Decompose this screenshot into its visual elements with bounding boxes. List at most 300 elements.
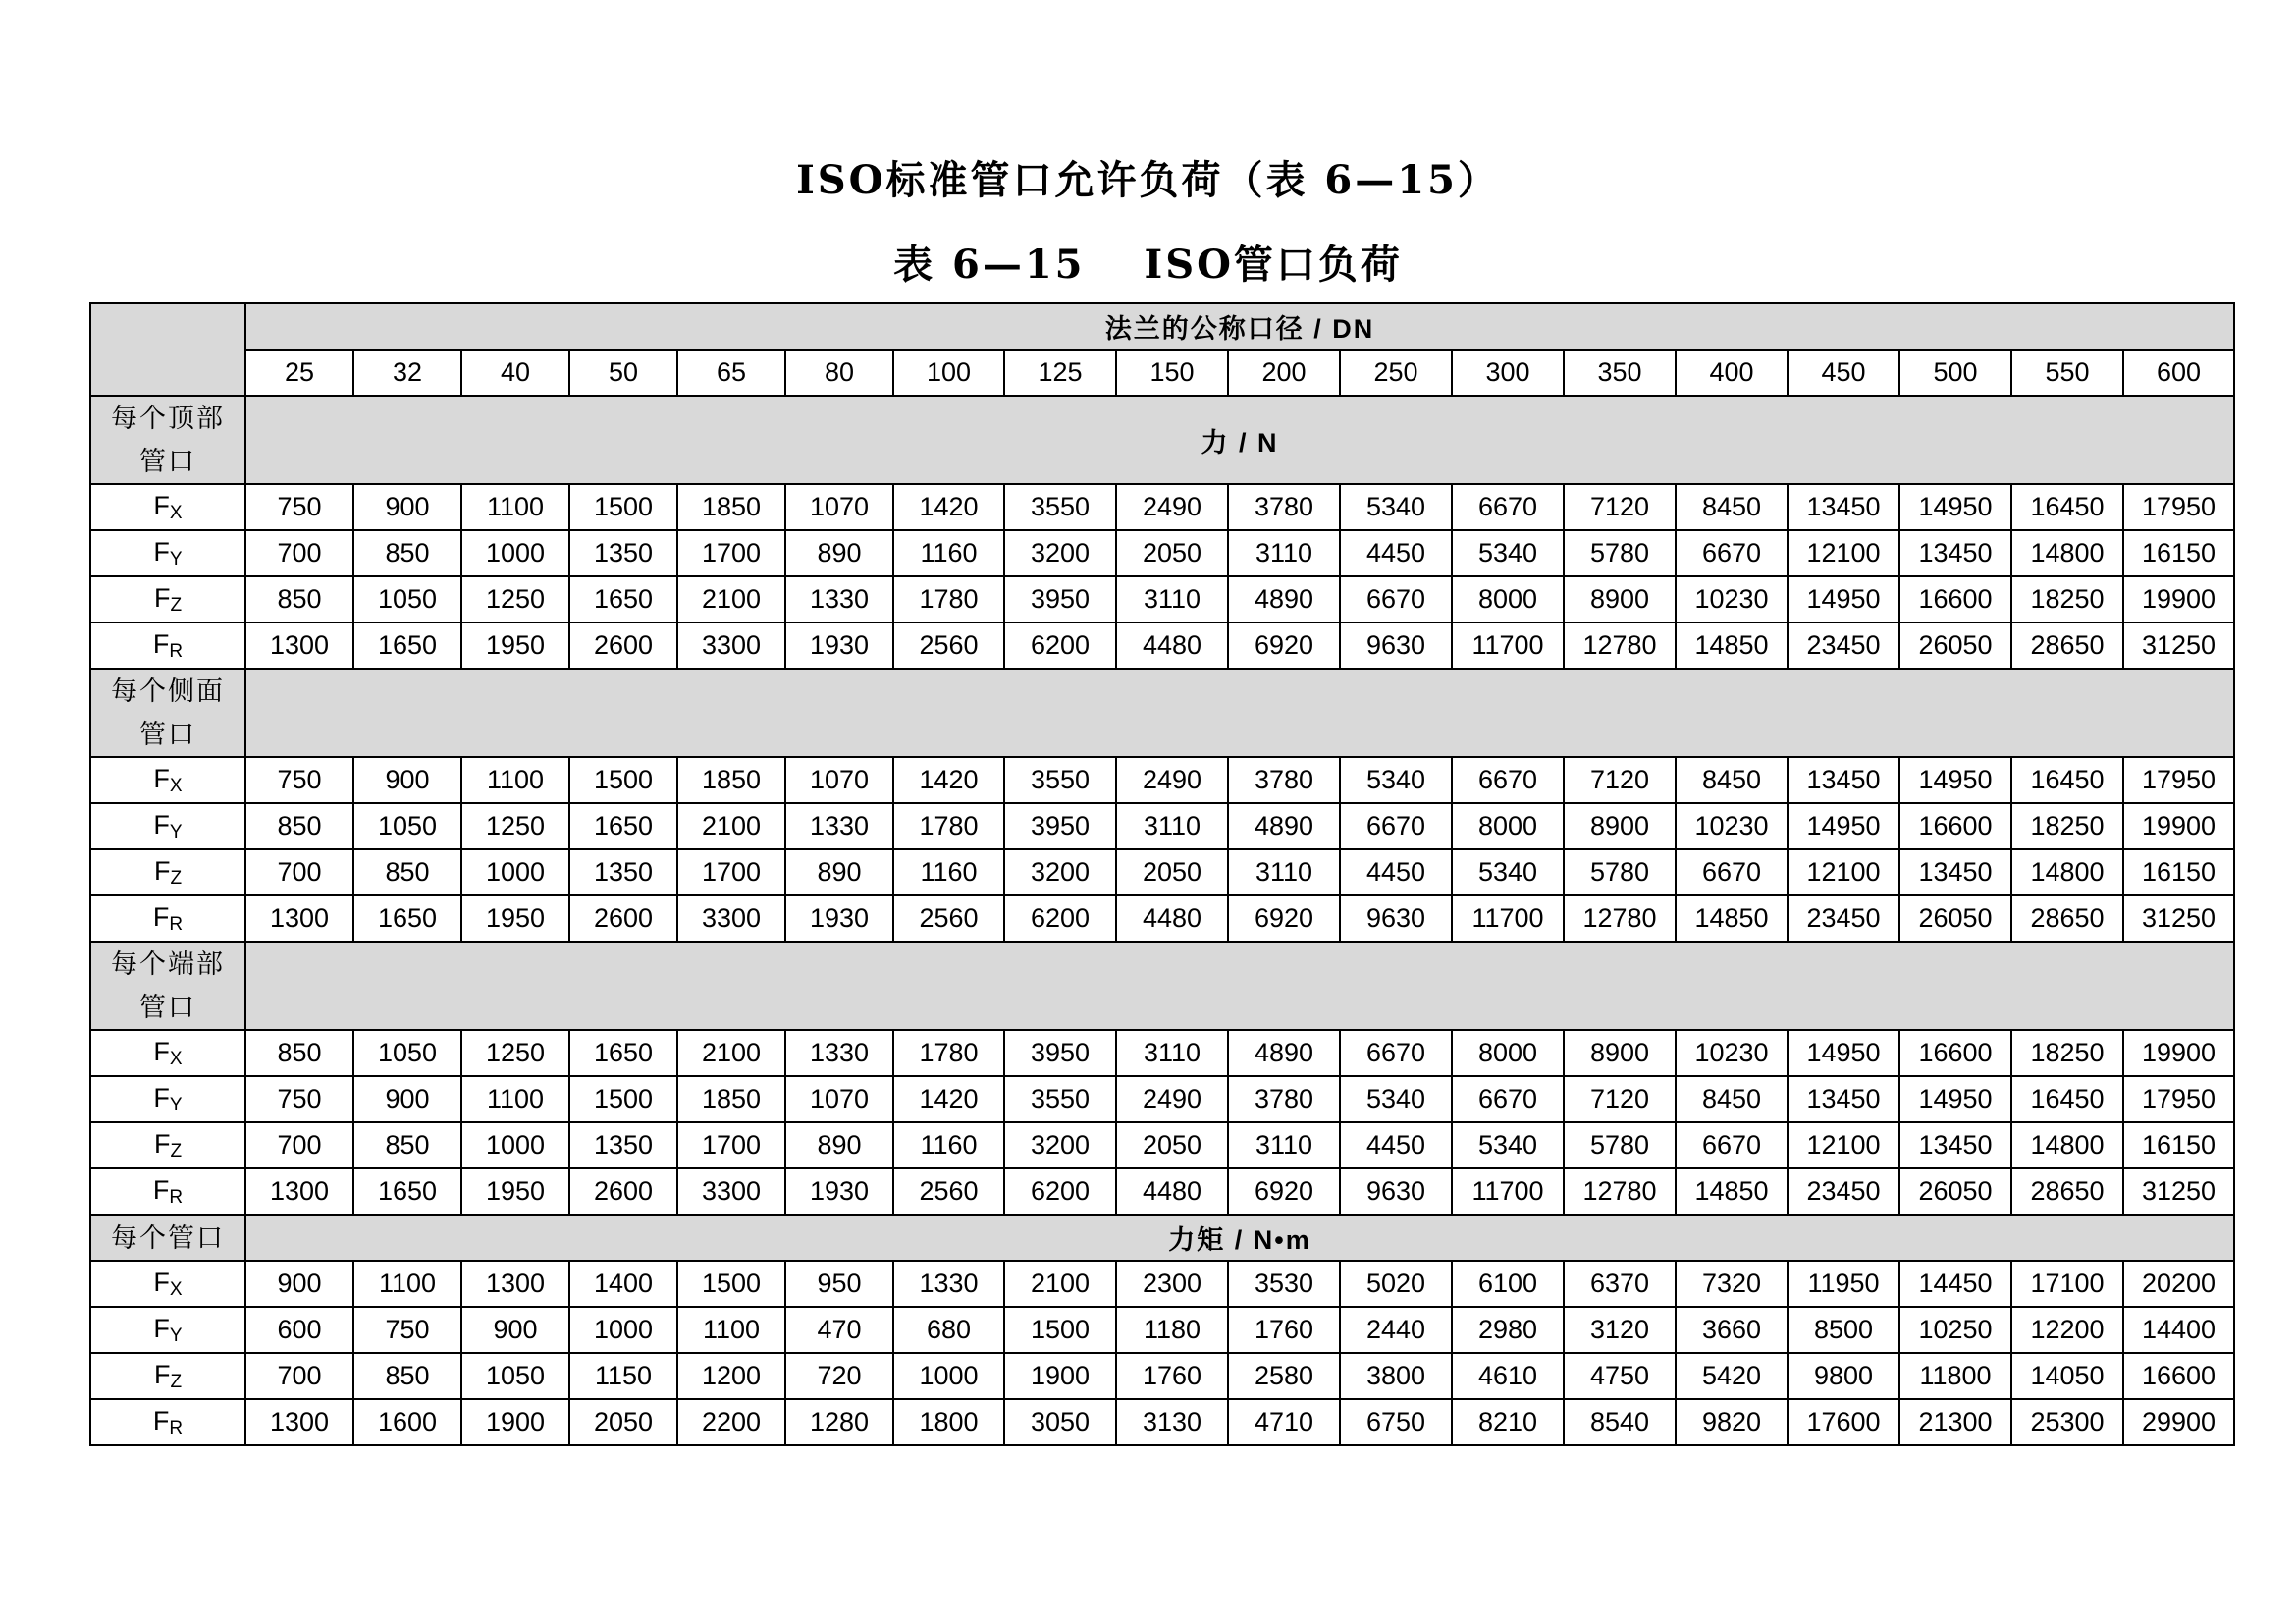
value-cell: 1150	[569, 1353, 677, 1399]
force-axis: R	[169, 640, 184, 662]
force-symbol: F	[153, 1082, 170, 1112]
force-symbol: F	[153, 855, 171, 886]
value-cell: 1950	[461, 623, 569, 669]
value-cell: 8450	[1676, 1076, 1788, 1122]
force-symbol: F	[153, 490, 170, 520]
value-cell: 16150	[2123, 530, 2234, 576]
value-cell: 10230	[1676, 1030, 1788, 1076]
value-cell: 16450	[2011, 757, 2123, 803]
value-cell: 14950	[1899, 757, 2011, 803]
dn-header-row	[90, 350, 2234, 396]
value-cell: 1700	[677, 1122, 785, 1168]
value-cell: 1100	[461, 757, 569, 803]
value-cell: 750	[245, 1076, 353, 1122]
force-axis: X	[169, 775, 183, 796]
dn-header-cell: 40	[461, 350, 569, 396]
force-axis: Y	[169, 1325, 183, 1346]
value-cell: 1850	[677, 757, 785, 803]
value-cell: 3780	[1228, 1076, 1340, 1122]
value-cell: 5420	[1676, 1353, 1788, 1399]
value-cell: 3130	[1116, 1399, 1228, 1445]
value-cell: 6920	[1228, 623, 1340, 669]
force-component-label	[90, 623, 245, 669]
value-cell: 720	[785, 1353, 893, 1399]
value-cell: 13450	[1899, 1122, 2011, 1168]
value-cell: 850	[353, 849, 461, 895]
value-cell: 8540	[1564, 1399, 1676, 1445]
value-cell: 700	[245, 1353, 353, 1399]
value-cell: 12780	[1564, 1168, 1676, 1215]
value-cell: 3200	[1004, 849, 1116, 895]
value-cell: 5780	[1564, 849, 1676, 895]
value-cell: 1300	[245, 1168, 353, 1215]
table-row	[90, 1353, 2234, 1399]
force-component-label	[90, 1030, 245, 1076]
value-cell: 1500	[1004, 1307, 1116, 1353]
value-cell: 13450	[1899, 849, 2011, 895]
value-cell: 23450	[1788, 1168, 1899, 1215]
value-cell: 1500	[677, 1261, 785, 1307]
value-cell: 1300	[245, 1399, 353, 1445]
value-cell: 900	[353, 1076, 461, 1122]
value-cell: 1420	[893, 1076, 1004, 1122]
section-label-line1: 每个顶部	[111, 404, 225, 433]
value-cell: 4890	[1228, 576, 1340, 623]
value-cell: 31250	[2123, 895, 2234, 942]
value-cell: 11800	[1899, 1353, 2011, 1399]
force-axis: X	[169, 502, 183, 523]
value-cell: 11700	[1452, 1168, 1564, 1215]
value-cell: 1000	[461, 1122, 569, 1168]
value-cell: 13450	[1788, 1076, 1899, 1122]
section-unit	[245, 669, 2234, 757]
value-cell: 890	[785, 1122, 893, 1168]
value-cell: 1650	[353, 895, 461, 942]
value-cell: 1700	[677, 530, 785, 576]
value-cell: 2050	[1116, 849, 1228, 895]
value-cell: 11700	[1452, 623, 1564, 669]
section-label-line2: 管口	[139, 720, 196, 749]
section-unit: 力矩 / N•m	[245, 1215, 2234, 1261]
value-cell: 2100	[1004, 1261, 1116, 1307]
value-cell: 1000	[461, 530, 569, 576]
value-cell: 2100	[677, 803, 785, 849]
value-cell: 2560	[893, 895, 1004, 942]
force-symbol: F	[153, 1359, 171, 1389]
value-cell: 16600	[2123, 1353, 2234, 1399]
value-cell: 14850	[1676, 623, 1788, 669]
force-symbol: F	[152, 901, 170, 932]
value-cell: 19900	[2123, 803, 2234, 849]
value-cell: 9800	[1788, 1353, 1899, 1399]
value-cell: 1650	[569, 803, 677, 849]
value-cell: 14950	[1899, 484, 2011, 530]
value-cell: 1760	[1228, 1307, 1340, 1353]
value-cell: 12200	[2011, 1307, 2123, 1353]
value-cell: 3110	[1228, 530, 1340, 576]
table-row	[90, 1168, 2234, 1215]
value-cell: 5780	[1564, 1122, 1676, 1168]
value-cell: 3200	[1004, 530, 1116, 576]
force-symbol: F	[153, 763, 170, 793]
value-cell: 13450	[1899, 530, 2011, 576]
value-cell: 8450	[1676, 484, 1788, 530]
force-axis: R	[169, 1417, 184, 1438]
value-cell: 3950	[1004, 1030, 1116, 1076]
value-cell: 6200	[1004, 1168, 1116, 1215]
value-cell: 850	[245, 803, 353, 849]
value-cell: 8000	[1452, 803, 1564, 849]
value-cell: 7120	[1564, 1076, 1676, 1122]
value-cell: 23450	[1788, 623, 1899, 669]
value-cell: 3200	[1004, 1122, 1116, 1168]
dn-header-cell: 65	[677, 350, 785, 396]
section-label	[90, 1215, 245, 1261]
force-component-label	[90, 1122, 245, 1168]
value-cell: 1330	[785, 1030, 893, 1076]
value-cell: 2490	[1116, 484, 1228, 530]
value-cell: 2560	[893, 623, 1004, 669]
value-cell: 13450	[1788, 484, 1899, 530]
value-cell: 1000	[569, 1307, 677, 1353]
value-cell: 680	[893, 1307, 1004, 1353]
section-label-line2: 管口	[139, 447, 196, 476]
value-cell: 900	[461, 1307, 569, 1353]
value-cell: 28650	[2011, 623, 2123, 669]
value-cell: 1200	[677, 1353, 785, 1399]
force-axis: Y	[169, 548, 183, 569]
dn-header-cell: 32	[353, 350, 461, 396]
value-cell: 26050	[1899, 1168, 2011, 1215]
value-cell: 14850	[1676, 895, 1788, 942]
value-cell: 3300	[677, 623, 785, 669]
force-symbol: F	[153, 536, 170, 567]
value-cell: 16450	[2011, 1076, 2123, 1122]
table-row	[90, 1261, 2234, 1307]
section-label-line2: 管口	[139, 993, 196, 1022]
dn-header-cell: 350	[1564, 350, 1676, 396]
table-row	[90, 757, 2234, 803]
value-cell: 1350	[569, 1122, 677, 1168]
value-cell: 4710	[1228, 1399, 1340, 1445]
value-cell: 1650	[569, 1030, 677, 1076]
force-symbol: F	[153, 1036, 170, 1066]
value-cell: 8210	[1452, 1399, 1564, 1445]
value-cell: 21300	[1899, 1399, 2011, 1445]
force-component-label	[90, 484, 245, 530]
value-cell: 23450	[1788, 895, 1899, 942]
page-title: ISO标准管口允许负荷（表 6—15）	[796, 157, 1500, 203]
force-component-label	[90, 1261, 245, 1307]
value-cell: 890	[785, 849, 893, 895]
dn-header-cell: 300	[1452, 350, 1564, 396]
value-cell: 14950	[1788, 803, 1899, 849]
force-axis: X	[169, 1278, 183, 1300]
value-cell: 1330	[785, 803, 893, 849]
value-cell: 1350	[569, 849, 677, 895]
value-cell: 26050	[1899, 895, 2011, 942]
value-cell: 3550	[1004, 757, 1116, 803]
dn-header-cell: 25	[245, 350, 353, 396]
value-cell: 1050	[353, 1030, 461, 1076]
value-cell: 4890	[1228, 1030, 1340, 1076]
value-cell: 1800	[893, 1399, 1004, 1445]
value-cell: 18250	[2011, 576, 2123, 623]
value-cell: 1330	[785, 576, 893, 623]
force-axis: X	[169, 1048, 183, 1069]
value-cell: 6920	[1228, 1168, 1340, 1215]
value-cell: 8000	[1452, 576, 1564, 623]
section-header-row	[90, 1215, 2234, 1261]
value-cell: 14800	[2011, 849, 2123, 895]
table-caption	[0, 234, 2296, 290]
value-cell: 1780	[893, 803, 1004, 849]
value-cell: 16600	[1899, 803, 2011, 849]
value-cell: 9630	[1340, 895, 1452, 942]
force-axis: Z	[170, 1140, 183, 1162]
table-number: 表 6—15	[893, 242, 1086, 288]
force-symbol: F	[152, 1174, 170, 1205]
section-unit: 力 / N	[245, 396, 2234, 484]
value-cell: 6670	[1452, 757, 1564, 803]
value-cell: 3530	[1228, 1261, 1340, 1307]
value-cell: 1850	[677, 484, 785, 530]
force-component-label	[90, 1353, 245, 1399]
value-cell: 3110	[1228, 849, 1340, 895]
force-component-label	[90, 849, 245, 895]
nozzle-load-table	[89, 302, 2235, 1446]
value-cell: 3950	[1004, 803, 1116, 849]
value-cell: 8000	[1452, 1030, 1564, 1076]
value-cell: 6750	[1340, 1399, 1452, 1445]
value-cell: 5340	[1340, 757, 1452, 803]
value-cell: 28650	[2011, 895, 2123, 942]
value-cell: 3110	[1116, 576, 1228, 623]
value-cell: 10230	[1676, 576, 1788, 623]
value-cell: 1160	[893, 849, 1004, 895]
value-cell: 2980	[1452, 1307, 1564, 1353]
force-component-label	[90, 1168, 245, 1215]
value-cell: 8900	[1564, 803, 1676, 849]
value-cell: 4450	[1340, 849, 1452, 895]
table-row	[90, 1030, 2234, 1076]
dn-header-cell: 150	[1116, 350, 1228, 396]
value-cell: 2050	[1116, 1122, 1228, 1168]
value-cell: 6100	[1452, 1261, 1564, 1307]
section-label	[90, 942, 245, 1030]
value-cell: 17100	[2011, 1261, 2123, 1307]
value-cell: 28650	[2011, 1168, 2123, 1215]
table-row	[90, 895, 2234, 942]
value-cell: 1760	[1116, 1353, 1228, 1399]
value-cell: 11950	[1788, 1261, 1899, 1307]
value-cell: 1650	[353, 1168, 461, 1215]
force-axis: Y	[169, 1094, 183, 1115]
value-cell: 700	[245, 849, 353, 895]
value-cell: 1100	[461, 484, 569, 530]
table-name: ISO管口负荷	[1144, 242, 1403, 288]
value-cell: 2580	[1228, 1353, 1340, 1399]
value-cell: 1950	[461, 895, 569, 942]
value-cell: 470	[785, 1307, 893, 1353]
value-cell: 700	[245, 1122, 353, 1168]
force-symbol: F	[152, 628, 170, 659]
value-cell: 6670	[1676, 849, 1788, 895]
value-cell: 4610	[1452, 1353, 1564, 1399]
value-cell: 31250	[2123, 623, 2234, 669]
force-component-label	[90, 803, 245, 849]
value-cell: 1650	[353, 623, 461, 669]
value-cell: 16450	[2011, 484, 2123, 530]
value-cell: 12780	[1564, 623, 1676, 669]
force-symbol: F	[153, 1267, 170, 1297]
value-cell: 6670	[1452, 1076, 1564, 1122]
value-cell: 26050	[1899, 623, 2011, 669]
section-label-line1: 每个管口	[111, 1222, 225, 1253]
table-row	[90, 849, 2234, 895]
value-cell: 1300	[245, 895, 353, 942]
value-cell: 8900	[1564, 1030, 1676, 1076]
dn-header-cell: 550	[2011, 350, 2123, 396]
force-component-label	[90, 757, 245, 803]
value-cell: 10250	[1899, 1307, 2011, 1353]
value-cell: 1100	[677, 1307, 785, 1353]
dn-header-cell: 250	[1340, 350, 1452, 396]
value-cell: 2490	[1116, 1076, 1228, 1122]
value-cell: 1930	[785, 623, 893, 669]
value-cell: 18250	[2011, 1030, 2123, 1076]
value-cell: 2560	[893, 1168, 1004, 1215]
value-cell: 1250	[461, 803, 569, 849]
value-cell: 5340	[1340, 484, 1452, 530]
table-row	[90, 1399, 2234, 1445]
value-cell: 4480	[1116, 623, 1228, 669]
value-cell: 14800	[2011, 1122, 2123, 1168]
value-cell: 19900	[2123, 1030, 2234, 1076]
value-cell: 14850	[1676, 1168, 1788, 1215]
dn-header-cell: 400	[1676, 350, 1788, 396]
value-cell: 3550	[1004, 1076, 1116, 1122]
value-cell: 3780	[1228, 757, 1340, 803]
value-cell: 1000	[461, 849, 569, 895]
value-cell: 6920	[1228, 895, 1340, 942]
force-symbol: F	[153, 582, 171, 613]
table-row	[90, 1122, 2234, 1168]
value-cell: 4750	[1564, 1353, 1676, 1399]
value-cell: 14950	[1899, 1076, 2011, 1122]
value-cell: 1050	[353, 576, 461, 623]
section-header-row	[90, 942, 2234, 1030]
value-cell: 1300	[245, 623, 353, 669]
section-header-row	[90, 396, 2234, 484]
dn-header-cell: 200	[1228, 350, 1340, 396]
value-cell: 1160	[893, 530, 1004, 576]
value-cell: 6670	[1340, 803, 1452, 849]
value-cell: 750	[245, 757, 353, 803]
value-cell: 1100	[461, 1076, 569, 1122]
value-cell: 8450	[1676, 757, 1788, 803]
value-cell: 5340	[1340, 1076, 1452, 1122]
value-cell: 1300	[461, 1261, 569, 1307]
value-cell: 6670	[1676, 1122, 1788, 1168]
force-symbol: F	[153, 1128, 171, 1159]
section-label	[90, 396, 245, 484]
section-label	[90, 669, 245, 757]
value-cell: 16600	[1899, 576, 2011, 623]
force-component-label	[90, 1076, 245, 1122]
value-cell: 12100	[1788, 530, 1899, 576]
value-cell: 1700	[677, 849, 785, 895]
dn-header-cell: 100	[893, 350, 1004, 396]
value-cell: 7120	[1564, 757, 1676, 803]
value-cell: 3950	[1004, 576, 1116, 623]
value-cell: 2050	[569, 1399, 677, 1445]
value-cell: 1350	[569, 530, 677, 576]
value-cell: 2050	[1116, 530, 1228, 576]
corner-cell	[90, 303, 245, 396]
value-cell: 890	[785, 530, 893, 576]
value-cell: 1650	[569, 576, 677, 623]
force-axis: Z	[170, 594, 183, 616]
value-cell: 850	[353, 1122, 461, 1168]
force-axis: R	[169, 913, 184, 935]
value-cell: 16150	[2123, 1122, 2234, 1168]
table-row	[90, 576, 2234, 623]
force-component-label	[90, 1307, 245, 1353]
value-cell: 2100	[677, 576, 785, 623]
value-cell: 3660	[1676, 1307, 1788, 1353]
table-row	[90, 530, 2234, 576]
value-cell: 1500	[569, 757, 677, 803]
value-cell: 9820	[1676, 1399, 1788, 1445]
section-label-line1: 每个侧面	[111, 677, 225, 706]
force-component-label	[90, 895, 245, 942]
force-symbol: F	[153, 1313, 170, 1343]
value-cell: 17950	[2123, 757, 2234, 803]
dn-header-cell: 50	[569, 350, 677, 396]
dn-header-cell: 600	[2123, 350, 2234, 396]
value-cell: 1930	[785, 1168, 893, 1215]
value-cell: 1000	[893, 1353, 1004, 1399]
value-cell: 6670	[1340, 1030, 1452, 1076]
value-cell: 1780	[893, 576, 1004, 623]
value-cell: 14050	[2011, 1353, 2123, 1399]
value-cell: 25300	[2011, 1399, 2123, 1445]
value-cell: 31250	[2123, 1168, 2234, 1215]
value-cell: 3110	[1228, 1122, 1340, 1168]
value-cell: 5780	[1564, 530, 1676, 576]
value-cell: 5340	[1452, 849, 1564, 895]
value-cell: 850	[245, 576, 353, 623]
force-symbol: F	[152, 1405, 170, 1435]
value-cell: 900	[245, 1261, 353, 1307]
dn-header-cell: 80	[785, 350, 893, 396]
section-header-row	[90, 669, 2234, 757]
table-row	[90, 623, 2234, 669]
value-cell: 3050	[1004, 1399, 1116, 1445]
value-cell: 950	[785, 1261, 893, 1307]
value-cell: 1930	[785, 895, 893, 942]
value-cell: 3120	[1564, 1307, 1676, 1353]
table-row	[90, 1076, 2234, 1122]
value-cell: 4890	[1228, 803, 1340, 849]
value-cell: 1250	[461, 1030, 569, 1076]
value-cell: 1070	[785, 1076, 893, 1122]
value-cell: 11700	[1452, 895, 1564, 942]
section-label-line1: 每个端部	[111, 949, 225, 979]
value-cell: 3110	[1116, 1030, 1228, 1076]
value-cell: 12780	[1564, 895, 1676, 942]
